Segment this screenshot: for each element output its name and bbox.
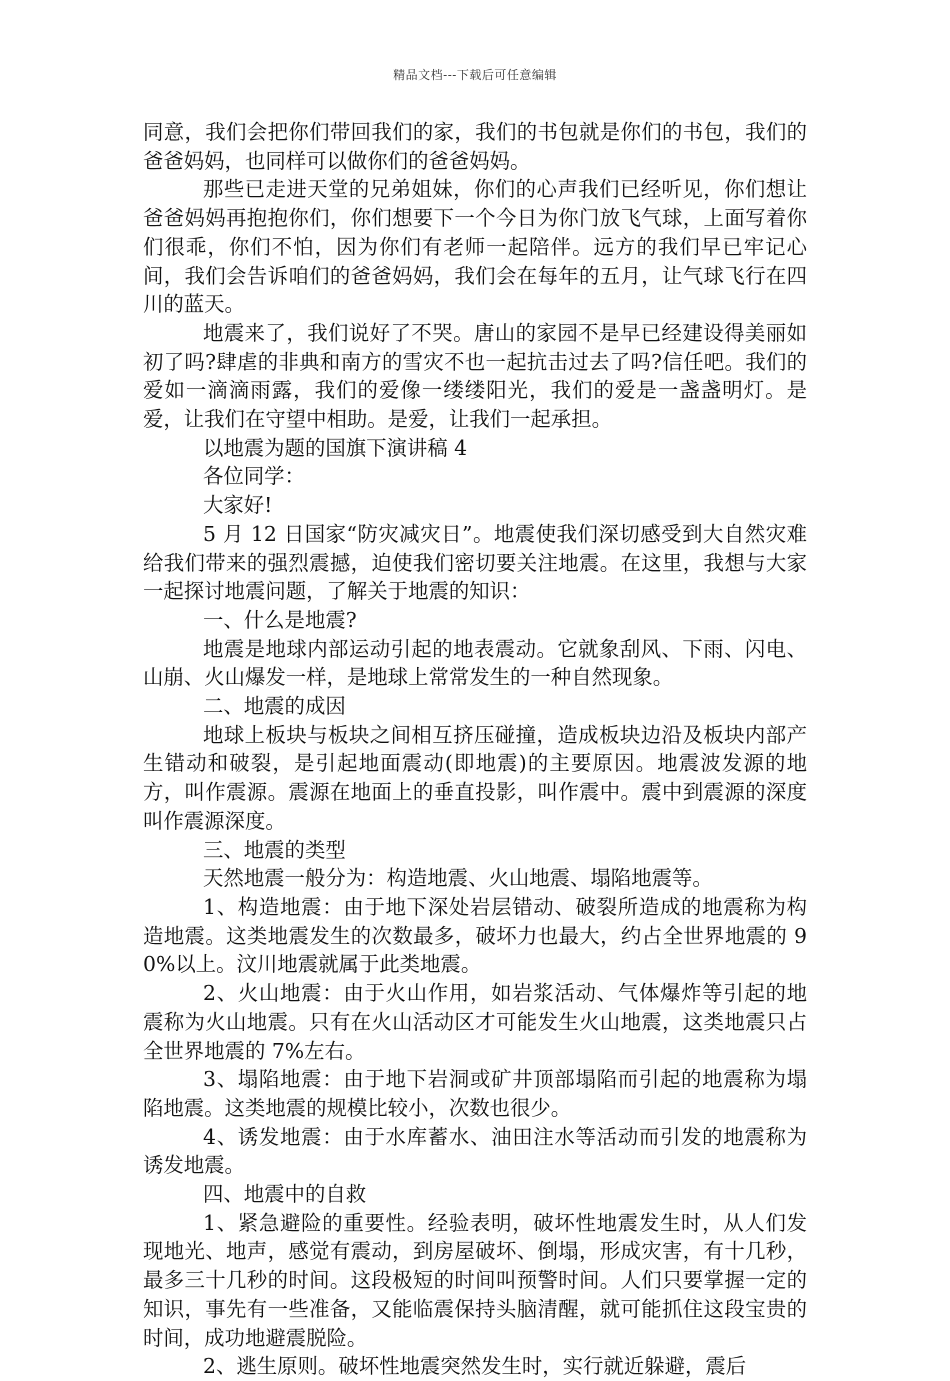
list-item-tectonic: 1、构造地震：由于地下深处岩层错动、破裂所造成的地震称为构造地震。这类地震发生的次数最多，破坏力也最大，约占全世界地震的 90%以上。汶川地震就属于此类地震。 [143,894,807,977]
greeting: 大家好! [203,493,273,518]
list-item-volcanic: 2、火山地震：由于火山作用，如岩浆活动、气体爆炸等引起的地震称为火山地震。只有在火山活动区才可能发生火山地震，这类地震只占全世界地震的 7%左右。 [143,981,807,1063]
list-item-escape: 2、逃生原则。破坏性地震突然发生时，实行就近躲避，震后 [203,1354,747,1379]
paragraph-2: 那些已走进天堂的兄弟姐妹，你们的心声我们已经听见，你们想让爸爸妈妈再抱抱你们，你们想要下一个今日为你门放飞气球，上面写着你们很乖，你们不怕，因为你们有老师一起陪伴。远方的我们早已牢记心间，我们会告诉咱们的爸爸妈妈，我们会在每年的五月，让气球飞行在四川的蓝天。 [143,177,807,317]
section-heading-1: 一、什么是地震? [203,607,357,632]
section-heading-4: 四、地震中的自救 [203,1182,367,1207]
paragraph-causes: 地球上板块与板块之间相互挤压碰撞，造成板块边沿及板块内部产生错动和破裂，是引起地面震动(即地震)的主要原因。地震波发源的地方，叫作震源。震源在地面上的垂直投影，叫作震中。震中到震源的深度叫作震源深度。 [143,722,807,833]
paragraph-types-intro: 天然地震一般分为：构造地震、火山地震、塌陷地震等。 [203,866,713,891]
paragraph-3: 地震来了，我们说好了不哭。唐山的家园不是早已经建设得美丽如初了吗?肆虐的非典和南方的雪灾不也一起抗击过去了吗?信任吧。我们的爱如一滴滴雨露，我们的爱像一缕缕阳光，我们的爱是一盏盏明灯。是爱，让我们在守望中相助。是爱，让我们一起承担。 [143,320,807,432]
paragraph-intro: 5 月 12 日国家“防灾减灾日”。地震使我们深切感受到大自然灾难给我们带来的强烈震撼，迫使我们密切要关注地震。在这里，我想与大家一起探讨地震问题，了解关于地震的知识： [143,521,807,604]
page-header: 精品文档---下载后可任意编辑 [393,68,557,82]
section-heading-2: 二、地震的成因 [203,694,346,719]
list-item-collapse: 3、塌陷地震：由于地下岩洞或矿井顶部塌陷而引起的地震称为塌陷地震。这类地震的规模比较小，次数也很少。 [143,1067,807,1120]
section-heading-3: 三、地震的类型 [203,837,346,862]
speech-title: 以地震为题的国旗下演讲稿 4 [203,435,468,460]
salutation: 各位同学： [203,464,305,489]
paragraph-1: 同意，我们会把你们带回我们的家，我们的书包就是你们的书包，我们的爸爸妈妈，也同样可以做你们的爸爸妈妈。 [143,120,807,173]
list-item-emergency: 1、紧急避险的重要性。经验表明，破坏性地震发生时，从人们发现地光、地声，感觉有震动，到房屋破坏、倒塌，形成灾害，有十几秒，最多三十几秒的时间。这段极短的时间叫预警时间。人们只要掌握一定的知识，事先有一些准备，又能临震保持头脑清醒，就可能抓住这段宝贵的时间，成功地避震脱险。 [143,1210,807,1350]
document-body [143,118,807,1381]
list-item-induced: 4、诱发地震：由于水库蓄水、油田注水等活动而引发的地震称为诱发地震。 [143,1124,807,1178]
paragraph-definition: 地震是地球内部运动引起的地表震动。它就象刮风、下雨、闪电、山崩、火山爆发一样，是地球上常常发生的一种自然现象。 [143,636,807,690]
